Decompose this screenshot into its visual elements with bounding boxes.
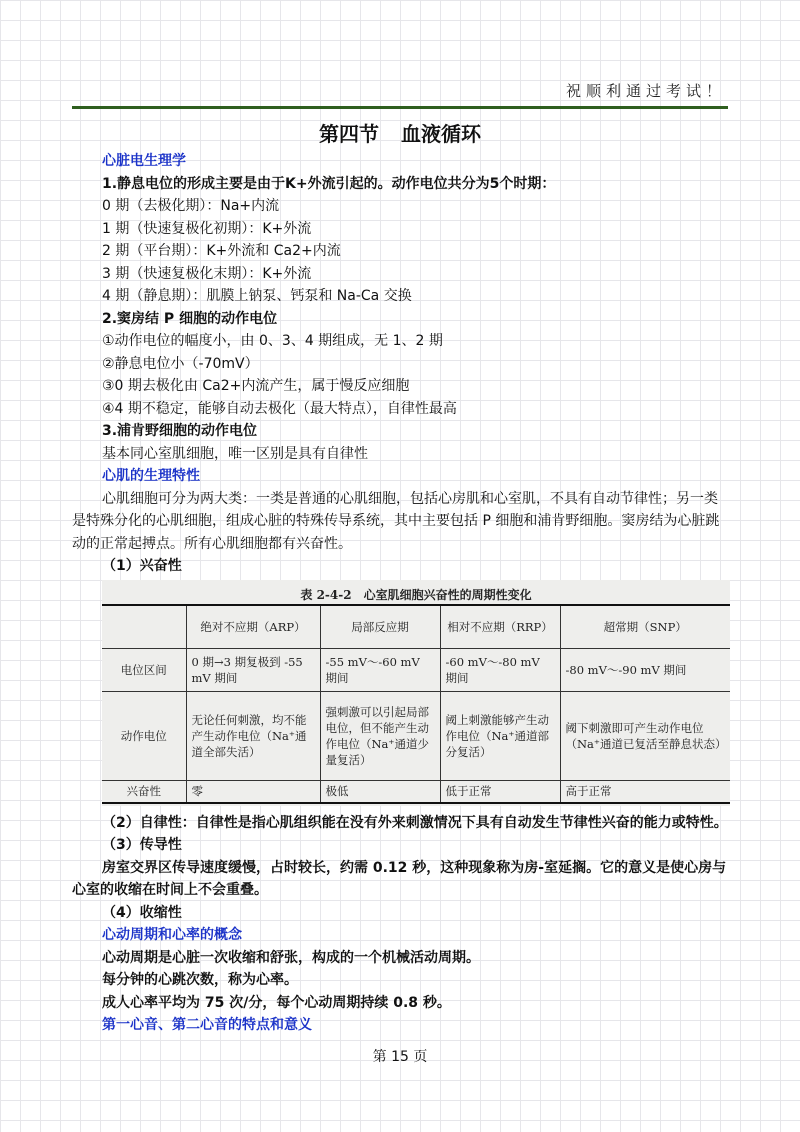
table-cell: 零 xyxy=(186,780,320,802)
table-cell: 动作电位 xyxy=(102,691,186,780)
page-number: 第 15 页 xyxy=(372,1049,428,1065)
p-cell-point-1: ①动作电位的幅度小，由 0、3、4 期组成，无 1、2 期 xyxy=(102,333,443,349)
item2-title: 2.窦房结 P 细胞的动作电位 xyxy=(102,310,278,327)
section-name: 血液循环 xyxy=(401,122,481,146)
cardiac-cycle-line-2: 每分钟的心跳次数，称为心率。 xyxy=(102,972,298,988)
table-header-cell: 超常期（SNP） xyxy=(560,605,730,649)
page-content xyxy=(72,150,728,1037)
table-cell: 兴奋性 xyxy=(102,780,186,802)
heading-cardiac-cycle: 心动周期和心率的概念 xyxy=(102,927,242,943)
table-caption: 表 2-4-2 心室肌细胞兴奋性的周期性变化 xyxy=(300,587,532,602)
table-row xyxy=(102,780,730,802)
excitability-label: （1）兴奋性 xyxy=(102,558,182,574)
item3-title: 3.浦肯野细胞的动作电位 xyxy=(102,423,258,439)
item1-title: 1.静息电位的形成主要是由于K+外流引起的。动作电位共分为5个时期： xyxy=(102,175,556,192)
cardiac-cycle-line-1: 心动周期是心脏一次收缩和舒张，构成的一个机械活动周期。 xyxy=(102,949,480,966)
cardiac-cycle-line-3: 成人心率平均为 75 次/分，每个心动周期持续 0.8 秒。 xyxy=(102,994,451,1011)
section-number: 第四节 xyxy=(319,122,379,146)
p-cell-point-2: ②静息电位小（-70mV） xyxy=(102,355,259,372)
p-cell-point-3: ③0 期去极化由 Ca2+内流产生，属于慢反应细胞 xyxy=(102,378,410,394)
table-cell: 无论任何刺激，均不能产生动作电位（Na⁺通道全部失活） xyxy=(186,691,320,780)
table-cell: -55 mV～-60 mV 期间 xyxy=(320,649,440,691)
table-cell: -60 mV～-80 mV 期间 xyxy=(440,649,560,691)
section-title xyxy=(0,118,800,147)
table-header-cell: 相对不应期（RRP） xyxy=(440,605,560,649)
excitability-table xyxy=(102,604,730,804)
phase-0: 0 期（去极化期）：Na+内流 xyxy=(102,198,280,214)
heading-heart-sounds: 第一心音、第二心音的特点和意义 xyxy=(102,1017,312,1033)
table-cell: 强刺激可以引起局部电位，但不能产生动作电位（Na⁺通道少量复活） xyxy=(320,691,440,780)
conductivity-label: （3）传导性 xyxy=(102,837,182,853)
table-row xyxy=(102,649,730,691)
phase-4: 4 期（静息期）：肌膜上钠泵、钙泵和 Na-Ca 交换 xyxy=(102,288,412,304)
p-cell-point-4: ④4 期不稳定，能够自动去极化（最大特点），自律性最高 xyxy=(102,400,457,417)
header-rule xyxy=(72,106,728,109)
automaticity-label: （2）自律性： xyxy=(102,814,196,831)
table-cell: 低于正常 xyxy=(440,780,560,802)
phase-1: 1 期（快速复极化初期）：K+外流 xyxy=(102,220,312,237)
table-cell: -80 mV～-90 mV 期间 xyxy=(560,649,730,691)
header-slogan: 祝顺利通过考试！ xyxy=(565,82,726,100)
table-cell: 0 期→3 期复极到 -55 mV 期间 xyxy=(186,649,320,691)
table-cell: 电位区间 xyxy=(102,649,186,691)
contractility-label: （4）收缩性 xyxy=(102,904,182,921)
table-row xyxy=(102,691,730,780)
automaticity-text: 自律性是指心肌组织能在没有外来刺激情况下具有自动发生节律性兴奋的能力或特性。 xyxy=(195,814,728,831)
table-header-cell xyxy=(102,605,186,649)
table-header-cell: 绝对不应期（ARP） xyxy=(186,605,320,649)
table-header-cell: 局部反应期 xyxy=(320,605,440,649)
physiology-intro: 心肌细胞可分为两大类：一类是普通的心肌细胞，包括心房肌和心室肌，不具有自动节律性；另一类是特殊分化的心肌细胞，组成心脏的特殊传导系统，其中主要包括 P 细胞和浦肯野细胞。窦房结为心脏跳动的正常起搏点。所有心肌细胞都有兴奋性。 xyxy=(72,490,720,552)
heading-physiology: 心肌的生理特性 xyxy=(102,468,200,484)
table-cell: 阈下刺激即可产生动作电位（Na⁺通道已复活至静息状态） xyxy=(560,691,730,780)
heading-electrophysiology: 心脏电生理学 xyxy=(102,153,186,169)
phase-2: 2 期（平台期）：K+外流和 Ca2+内流 xyxy=(102,243,341,259)
phase-3: 3 期（快速复极化末期）：K+外流 xyxy=(102,265,312,282)
table-cell: 阈上刺激能够产生动作电位（Na⁺通道部分复活） xyxy=(440,691,560,780)
automaticity-paragraph xyxy=(72,812,728,835)
excitability-table-figure xyxy=(102,580,730,806)
table-header-row xyxy=(102,605,730,649)
item3-text: 基本同心室肌细胞，唯一区别是具有自律性 xyxy=(102,445,368,462)
table-cell: 极低 xyxy=(320,780,440,802)
table-cell: 高于正常 xyxy=(560,780,730,802)
conductivity-text: 房室交界区传导速度缓慢，占时较长，约需 0.12 秒，这种现象称为房-室延搁。它的意义是使心房与心室的收缩在时间上不会重叠。 xyxy=(72,859,727,898)
